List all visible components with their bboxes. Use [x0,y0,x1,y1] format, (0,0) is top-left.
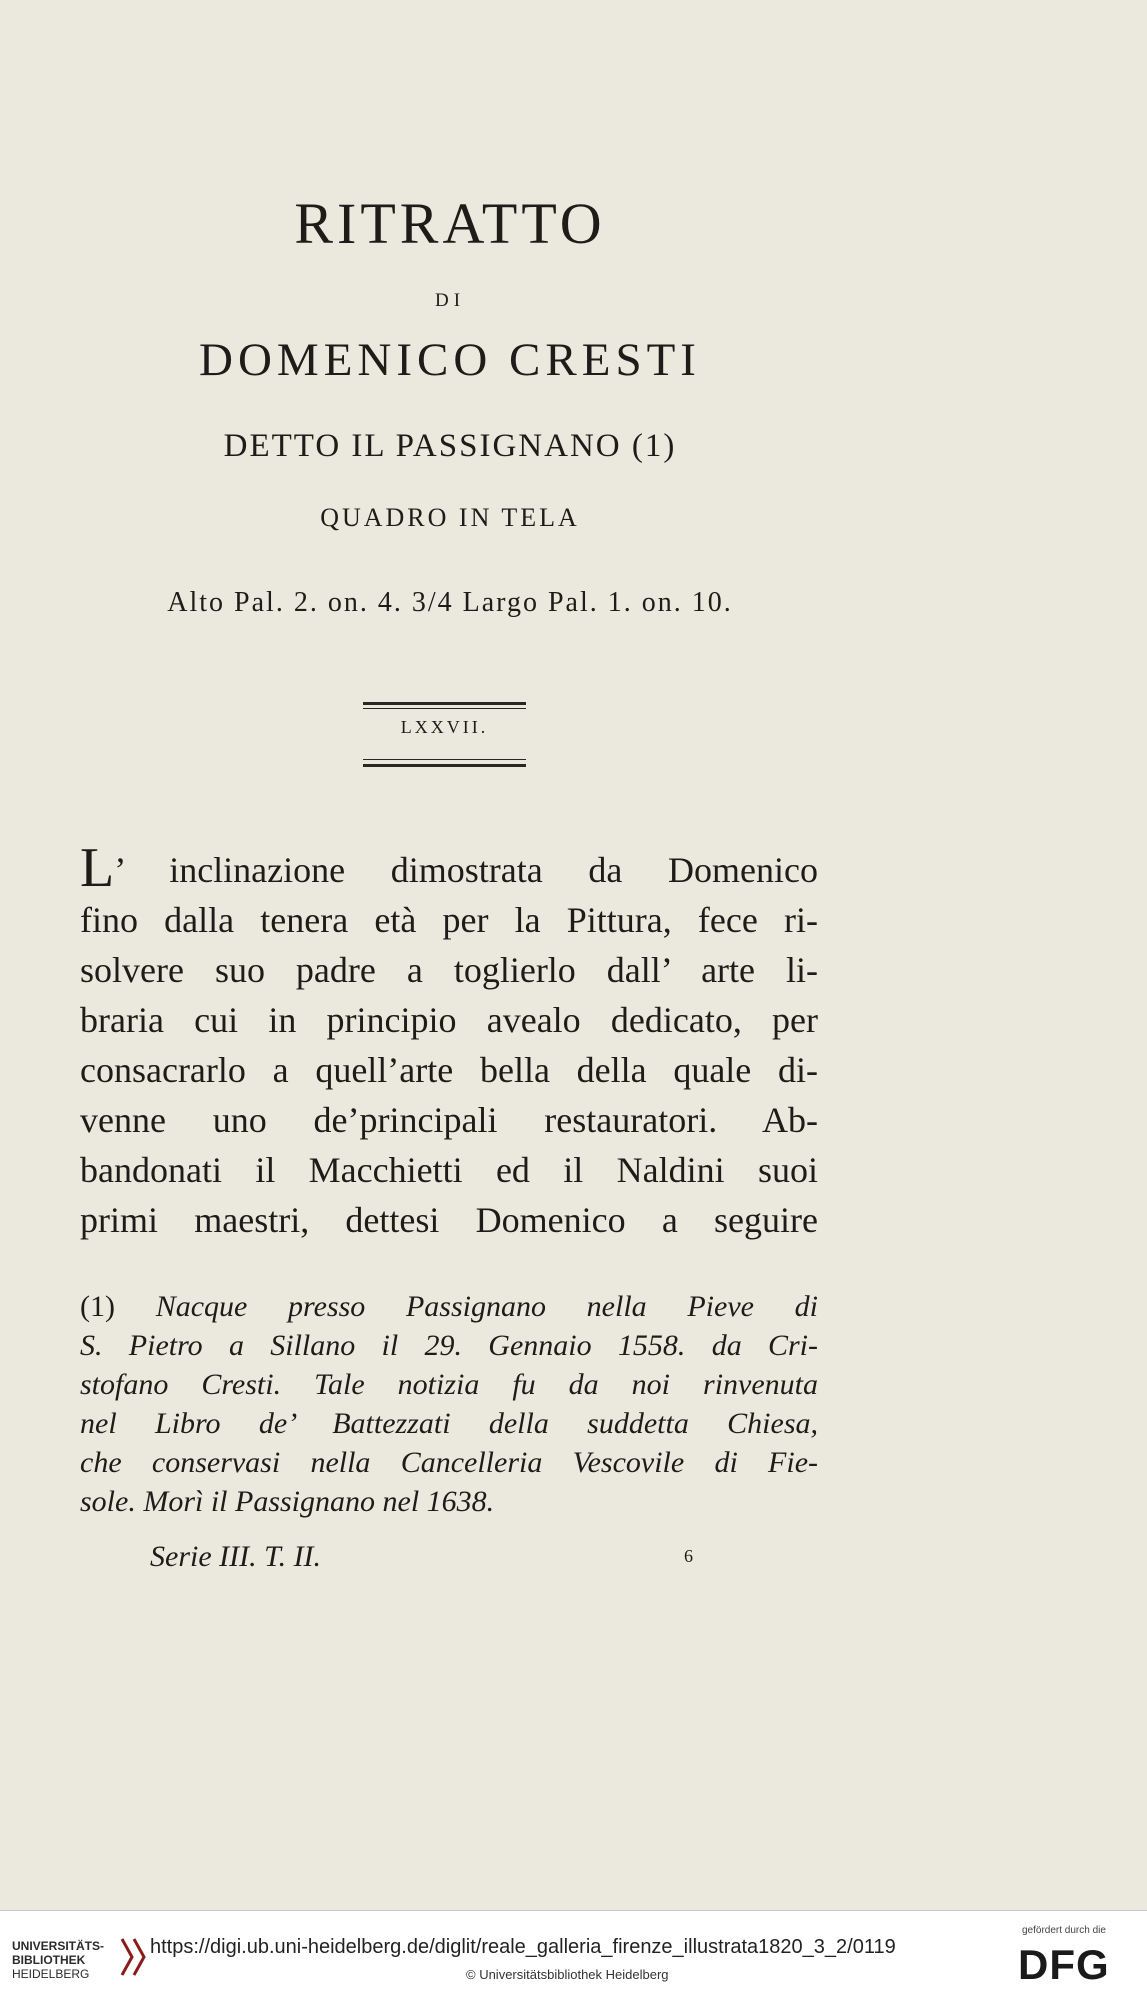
sheet-number: 6 [684,1546,693,1566]
top-divider-thin-rule [363,708,526,709]
library-emblem-icon [118,1935,148,1979]
copyright-notice: © Universitätsbibliothek Heidelberg [466,1967,669,1982]
body-line-text: ’ inclinazione dimostrata da Domenico [114,850,818,890]
bottom-divider-thin-rule [363,759,526,760]
body-line: primi maestri, dettesi Domenico a seguire [80,1200,818,1240]
body-line: bandonati il Macchietti ed il Naldini suoi [80,1150,818,1190]
portrait-title: RITRATTO [294,191,606,256]
footnote [80,1287,818,1521]
painter-name: DOMENICO CRESTI [199,334,701,386]
library-logo-line: HEIDELBERG [12,1967,90,1981]
painter-nickname: DETTO IL PASSIGNANO (1) [223,428,677,464]
title-connector: DI [434,290,466,311]
medium-caption: QUADRO IN TELA [320,503,580,532]
footnote-line-text: Nacque presso Passignano nella Pieve di [155,1290,818,1323]
body-line [80,845,818,895]
body-line: solvere suo padre a toglierlo dall’ arte li- [80,950,818,990]
printer-signature: Serie III. T. II. [150,1540,322,1573]
footnote-marker: (1) [80,1290,115,1323]
plate-numeral: LXXVII. [400,717,489,737]
body-line: braria cui in principio avealo dedicato, per [80,1000,818,1040]
footnote-line: nel Libro de’ Battezzati della suddetta Chiesa, [80,1407,818,1440]
top-divider-rule [363,702,526,705]
body-line: fino dalla tenera età per la Pittura, fece ri- [80,900,818,940]
bottom-divider-rule [363,764,526,767]
footnote-line: sole. Morì il Passignano nel 1638. [80,1485,495,1518]
body-line: venne uno de’principali restauratori. Ab- [80,1100,818,1140]
page-url-link[interactable]: https://digi.ub.uni-heidelberg.de/diglit/reale_galleria_firenze_illustrata1820_3_2/0119 [150,1936,896,1958]
body-paragraph [80,845,818,1245]
dimensions-caption: Alto Pal. 2. on. 4. 3/4 Largo Pal. 1. on. 10. [167,587,733,618]
viewer-footer [0,1910,1147,1994]
library-logo[interactable] [12,1939,104,1981]
sponsor-note: gefördert durch die [1022,1925,1106,1936]
footnote-line: che conservasi nella Cancelleria Vescovile di Fie- [80,1446,818,1479]
dfg-logo[interactable]: DFG [1018,1941,1110,1988]
body-line: consacrarlo a quell’arte bella della quale di- [80,1050,818,1090]
drop-cap: L [80,845,115,895]
footnote-line [80,1287,818,1326]
footnote-line: stofano Cresti. Tale notizia fu da noi rinvenuta [80,1368,818,1401]
library-logo-line: UNIVERSITÄTS- [12,1939,105,1953]
library-logo-line: BIBLIOTHEK [12,1953,86,1967]
footnote-line: S. Pietro a Sillano il 29. Gennaio 1558. da Cri- [80,1329,818,1362]
